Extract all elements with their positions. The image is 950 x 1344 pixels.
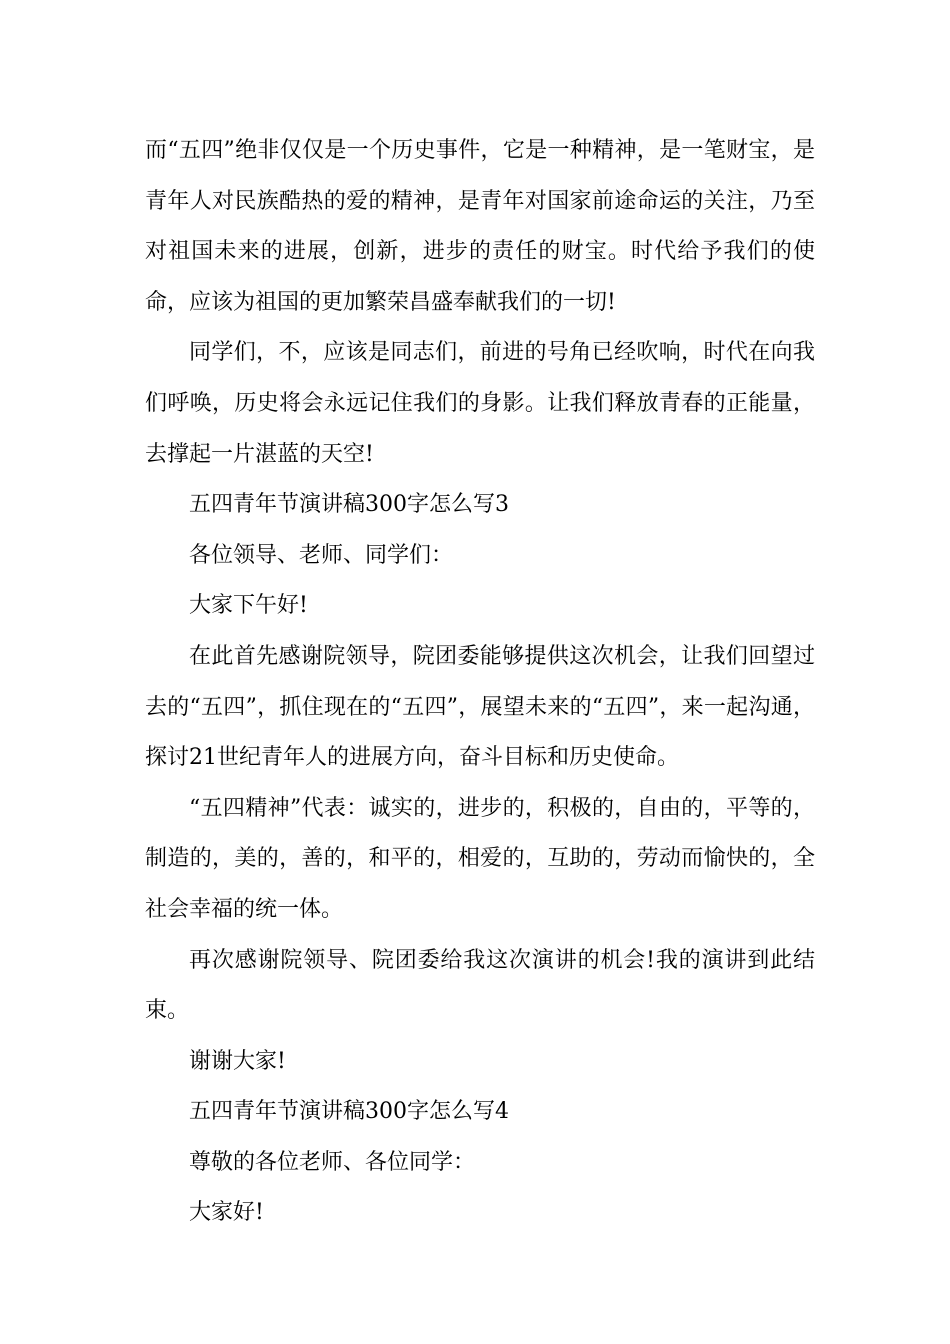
salutation-4: 尊敬的各位老师、各位同学： (189, 1149, 476, 1175)
section-heading-4: 五四青年节演讲稿300字怎么写4 (189, 1099, 509, 1125)
closing-thanks: 谢谢大家! (189, 1048, 286, 1074)
document-body (145, 126, 815, 1239)
salutation-3: 各位领导、老师、同学们： (189, 542, 454, 568)
greeting-4: 大家好! (189, 1200, 264, 1226)
paragraph-7: “五四精神”代表：诚实的，进步的，积极的，自由的，平等的，制造的，美的，善的，和平的，相爱的，互助的，劳动而愉快的，全社会幸福的统一体。 (145, 795, 815, 922)
paragraph-2: 同学们，不，应该是同志们，前进的号角已经吹响，时代在向我们呼唤，历史将会永远记住我们的身影。让我们释放青春的正能量，去撑起一片湛蓝的天空! (145, 340, 815, 467)
paragraph-1: 而“五四”绝非仅仅是一个历史事件，它是一种精神，是一笔财宝，是青年人对民族酷热的爱的精神，是青年对国家前途命运的关注，乃至对祖国未来的进展，创新，进步的责任的财宝。时代给予我们的使命，应该为祖国的更加繁荣昌盛奉献我们的一切! (145, 138, 815, 315)
section-heading-3: 五四青年节演讲稿300字怎么写3 (189, 492, 509, 518)
paragraph-8: 再次感谢院领导、院团委给我这次演讲的机会!我的演讲到此结束。 (145, 947, 815, 1024)
greeting-3: 大家下午好! (189, 593, 308, 619)
paragraph-6: 在此首先感谢院领导，院团委能够提供这次机会，让我们回望过去的“五四”，抓住现在的“五四”，展望未来的“五四”，来一起沟通，探讨21世纪青年人的进展方向，奋斗目标和历史使命。 (145, 643, 815, 771)
